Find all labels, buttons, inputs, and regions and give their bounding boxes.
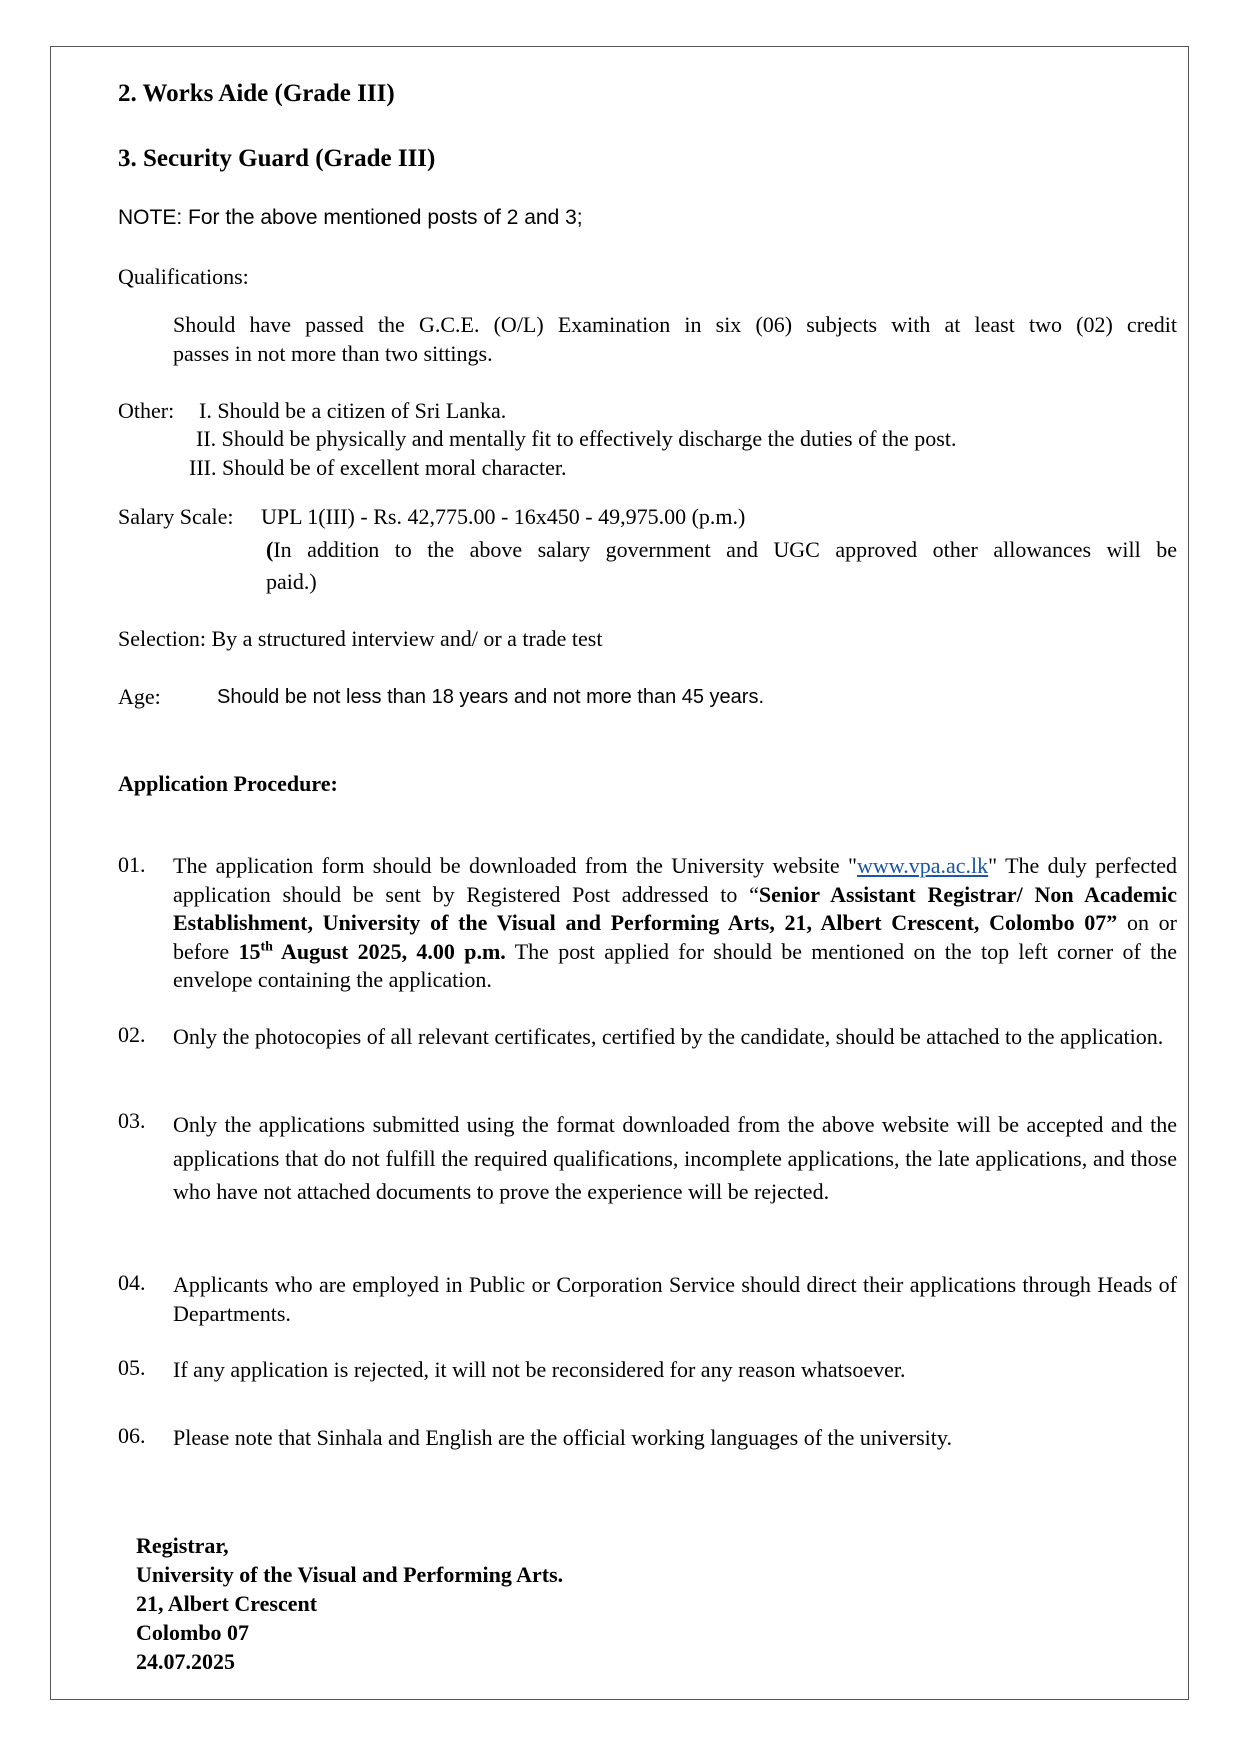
note-text: NOTE: For the above mentioned posts of 2 and 3;: [118, 206, 583, 229]
application-item-6: Please note that Sinhala and English are the official working languages of the university.: [173, 1425, 952, 1450]
signature-block: [136, 1531, 563, 1676]
application-item-number: 05.: [118, 1355, 146, 1380]
selection-text: Selection: By a structured interview and/ or a trade test: [118, 626, 603, 651]
application-item-5: If any application is rejected, it will not be reconsidered for any reason whatsoever.: [173, 1357, 906, 1382]
application-item-number: 03.: [118, 1108, 146, 1133]
item-text: " The duly perfected application should be sent by Registered Post addressed to “: [173, 853, 1177, 907]
other-item-3: III. Should be of excellent moral character.: [189, 455, 567, 480]
university-website-link[interactable]: www.vpa.ac.lk: [857, 853, 989, 878]
other-item-1: I. Should be a citizen of Sri Lanka.: [199, 398, 507, 423]
application-procedure-heading: Application Procedure:: [118, 771, 338, 796]
application-item-number: 04.: [118, 1270, 146, 1295]
item-text: on or before: [173, 910, 1177, 964]
item-text: The application form should be downloaded from the University website ": [173, 853, 858, 878]
other-label: Other:: [118, 398, 175, 423]
application-item-number: 06.: [118, 1423, 146, 1448]
deadline-rest: August 2025, 4.00 p.m.: [272, 938, 506, 964]
age-label: Age:: [118, 684, 161, 709]
signature-date: 24.07.2025: [136, 1649, 235, 1674]
address-bold: Senior Assistant Registrar/ Non Academic Establishment, University of the Visual and Performing Arts, 21, Albert Crescent, Colombo 07”: [173, 881, 1177, 935]
signature-city: Colombo 07: [136, 1620, 250, 1645]
signature-street: 21, Albert Crescent: [136, 1591, 318, 1616]
application-item-1: [173, 852, 1177, 995]
deadline-bold: [239, 939, 506, 964]
salary-note-line-1: [266, 537, 1177, 563]
application-item-number: 01.: [118, 852, 146, 877]
signature-organization: University of the Visual and Performing Arts.: [136, 1562, 564, 1587]
age-text: Should be not less than 18 years and not more than 45 years.: [217, 686, 765, 708]
qualifications-line-1: Should have passed the G.C.E. (O/L) Examination in six (06) subjects with at least two (02) credit: [173, 312, 1177, 337]
item-text: The post applied for should be mentioned on the top left corner of the envelope containing the application.: [173, 938, 1178, 992]
other-item-2: II. Should be physically and mentally fit to effectively discharge the duties of the post.: [196, 426, 957, 451]
qualifications-label: Qualifications:: [118, 264, 249, 289]
deadline-day: 15: [238, 938, 261, 964]
qualifications-line-2: passes in not more than two sittings.: [173, 341, 493, 366]
salary-label: Salary Scale:: [118, 504, 234, 529]
application-item-2: Only the photocopies of all relevant certificates, certified by the candidate, should be attached to the application.: [173, 1024, 1164, 1049]
salary-note-text: In addition to the above salary government and UGC approved other allowances will be: [273, 537, 1177, 562]
application-item-4: Applicants who are employed in Public or Corporation Service should direct their applications through Heads of Departments.: [173, 1272, 1177, 1326]
application-item-number: 02.: [118, 1022, 146, 1047]
salary-note-paren: (: [266, 537, 274, 562]
application-item-3: Only the applications submitted using the format downloaded from the above website will be accepted and the applications that do not fulfill the required qualifications, incomplete applications, the late applications, and those who have not attached documents to prove the experience will be rejected.: [173, 1112, 1177, 1204]
post-security-guard-heading: 3. Security Guard (Grade III): [118, 145, 436, 172]
salary-note-line-2: paid.): [266, 569, 317, 594]
signature-title: Registrar,: [136, 1533, 229, 1558]
post-works-aide-heading: 2. Works Aide (Grade III): [118, 80, 395, 107]
deadline-day-suffix: th: [260, 939, 273, 955]
salary-scale: UPL 1(III) - Rs. 42,775.00 - 16x450 - 49,975.00 (p.m.): [261, 504, 746, 529]
